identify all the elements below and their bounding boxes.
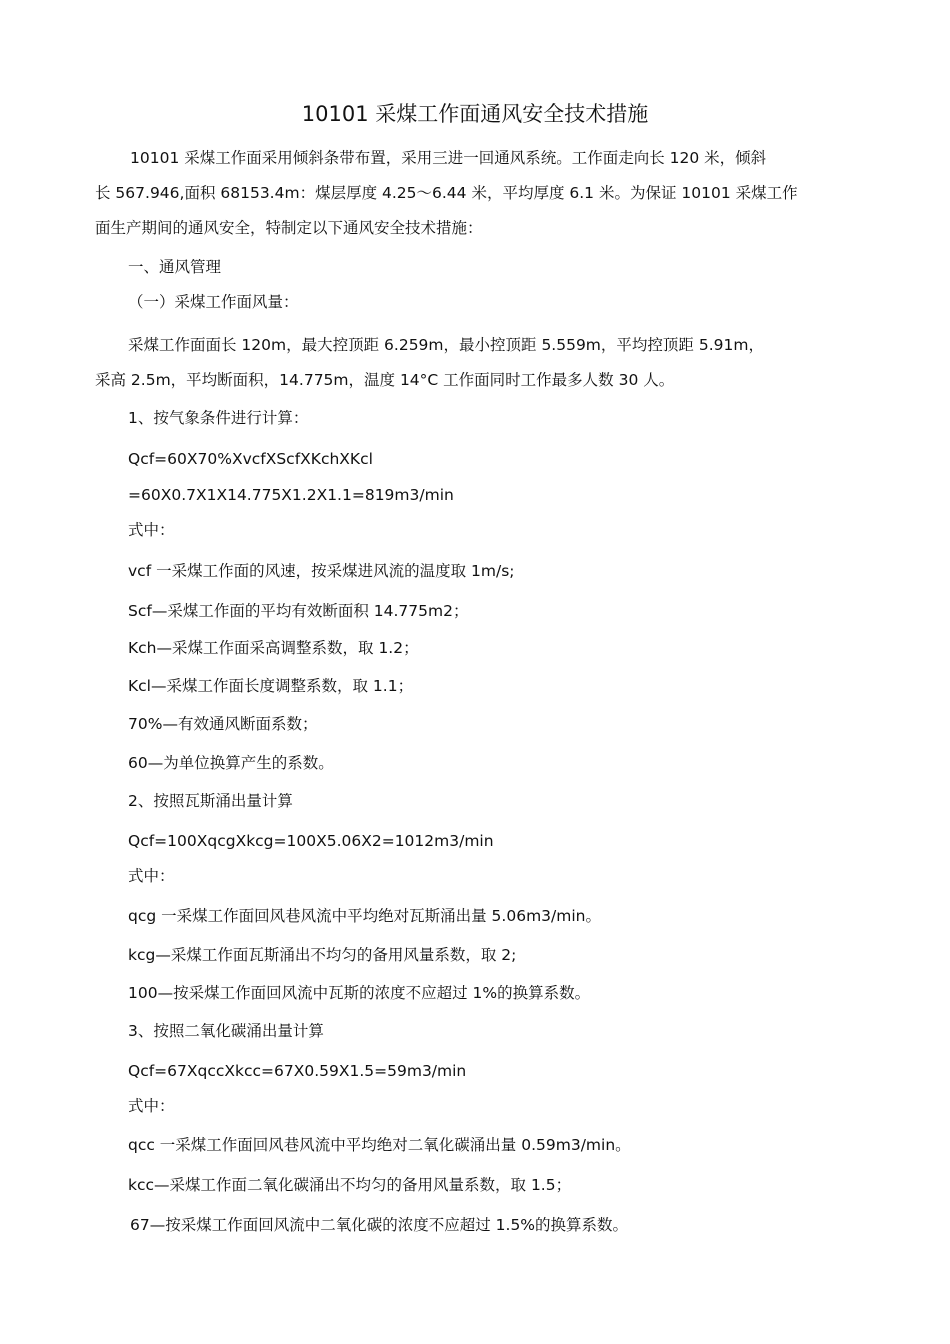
calc2-formula: Qcf=100XqcgXkcg=100X5.06X2=1012m3/min: [128, 832, 494, 850]
calc2-where: 式中：: [128, 867, 175, 885]
intro-line-2: 长 567.946,面积 68153.4m：煤层厚度 4.25～6.44 米，平均厚度 6.1 米。为保证 10101 采煤工作: [95, 184, 798, 202]
calc2-term: qcg 一采煤工作面回风巷风流中平均绝对瓦斯涌出量 5.06m3/min。: [128, 907, 601, 925]
calc1-where: 式中：: [128, 521, 175, 539]
conditions-line-1: 采煤工作面面长 120m，最大控顶距 6.259m，最小控顶距 5.559m，平均控顶距 5.91m，: [128, 336, 764, 354]
calc2-term: 100—按采煤工作面回风流中瓦斯的浓度不应超过 1%的换算系数。: [128, 984, 591, 1002]
calc1-term: Kch—采煤工作面采高调整系数，取 1.2；: [128, 639, 419, 657]
section-heading: 一、通风管理: [128, 258, 222, 276]
calc1-term: 60—为单位换算产生的系数。: [128, 754, 334, 772]
calc1-term: vcf 一采煤工作面的风速，按采煤进风流的温度取 1m/s;: [128, 562, 515, 580]
calc3-term: qcc 一采煤工作面回风巷风流中平均绝对二氧化碳涌出量 0.59m3/min。: [128, 1136, 631, 1154]
subsection-heading: （一）采煤工作面风量：: [128, 293, 299, 311]
calc1-result: =60X0.7X1X14.775X1.2X1.1=819m3/min: [128, 486, 454, 504]
calc1-term: Scf—采煤工作面的平均有效断面积 14.775m2；: [128, 602, 469, 620]
calc1-heading: 1、按气象条件进行计算：: [128, 409, 309, 427]
calc1-term: 70%—有效通风断面系数；: [128, 715, 318, 733]
calc2-term: kcg—采煤工作面瓦斯涌出不均匀的备用风量系数，取 2;: [128, 946, 517, 964]
calc2-heading: 2、按照瓦斯涌出量计算: [128, 792, 293, 810]
calc3-term: 67—按采煤工作面回风流中二氧化碳的浓度不应超过 1.5%的换算系数。: [130, 1216, 629, 1234]
calc3-term: kcc—采煤工作面二氧化碳涌出不均匀的备用风量系数，取 1.5；: [128, 1176, 572, 1194]
intro-line-3: 面生产期间的通风安全，特制定以下通风安全技术措施：: [95, 219, 483, 237]
calc1-formula: Qcf=60X70%XvcfXScfXKchXKcl: [128, 450, 373, 468]
calc1-term: Kcl—采煤工作面长度调整系数，取 1.1；: [128, 677, 414, 695]
document-title: 10101 采煤工作面通风安全技术措施: [301, 102, 649, 126]
conditions-line-2: 采高 2.5m，平均断面积，14.775m，温度 14°C 工作面同时工作最多人数 30 人。: [95, 371, 675, 389]
intro-line-1: 10101 采煤工作面采用倾斜条带布置，采用三进一回通风系统。工作面走向长 120 米，倾斜: [130, 149, 767, 167]
calc3-where: 式中：: [128, 1097, 175, 1115]
calc3-formula: Qcf=67XqccXkcc=67X0.59X1.5=59m3/min: [128, 1062, 467, 1080]
calc3-heading: 3、按照二氧化碳涌出量计算: [128, 1022, 324, 1040]
